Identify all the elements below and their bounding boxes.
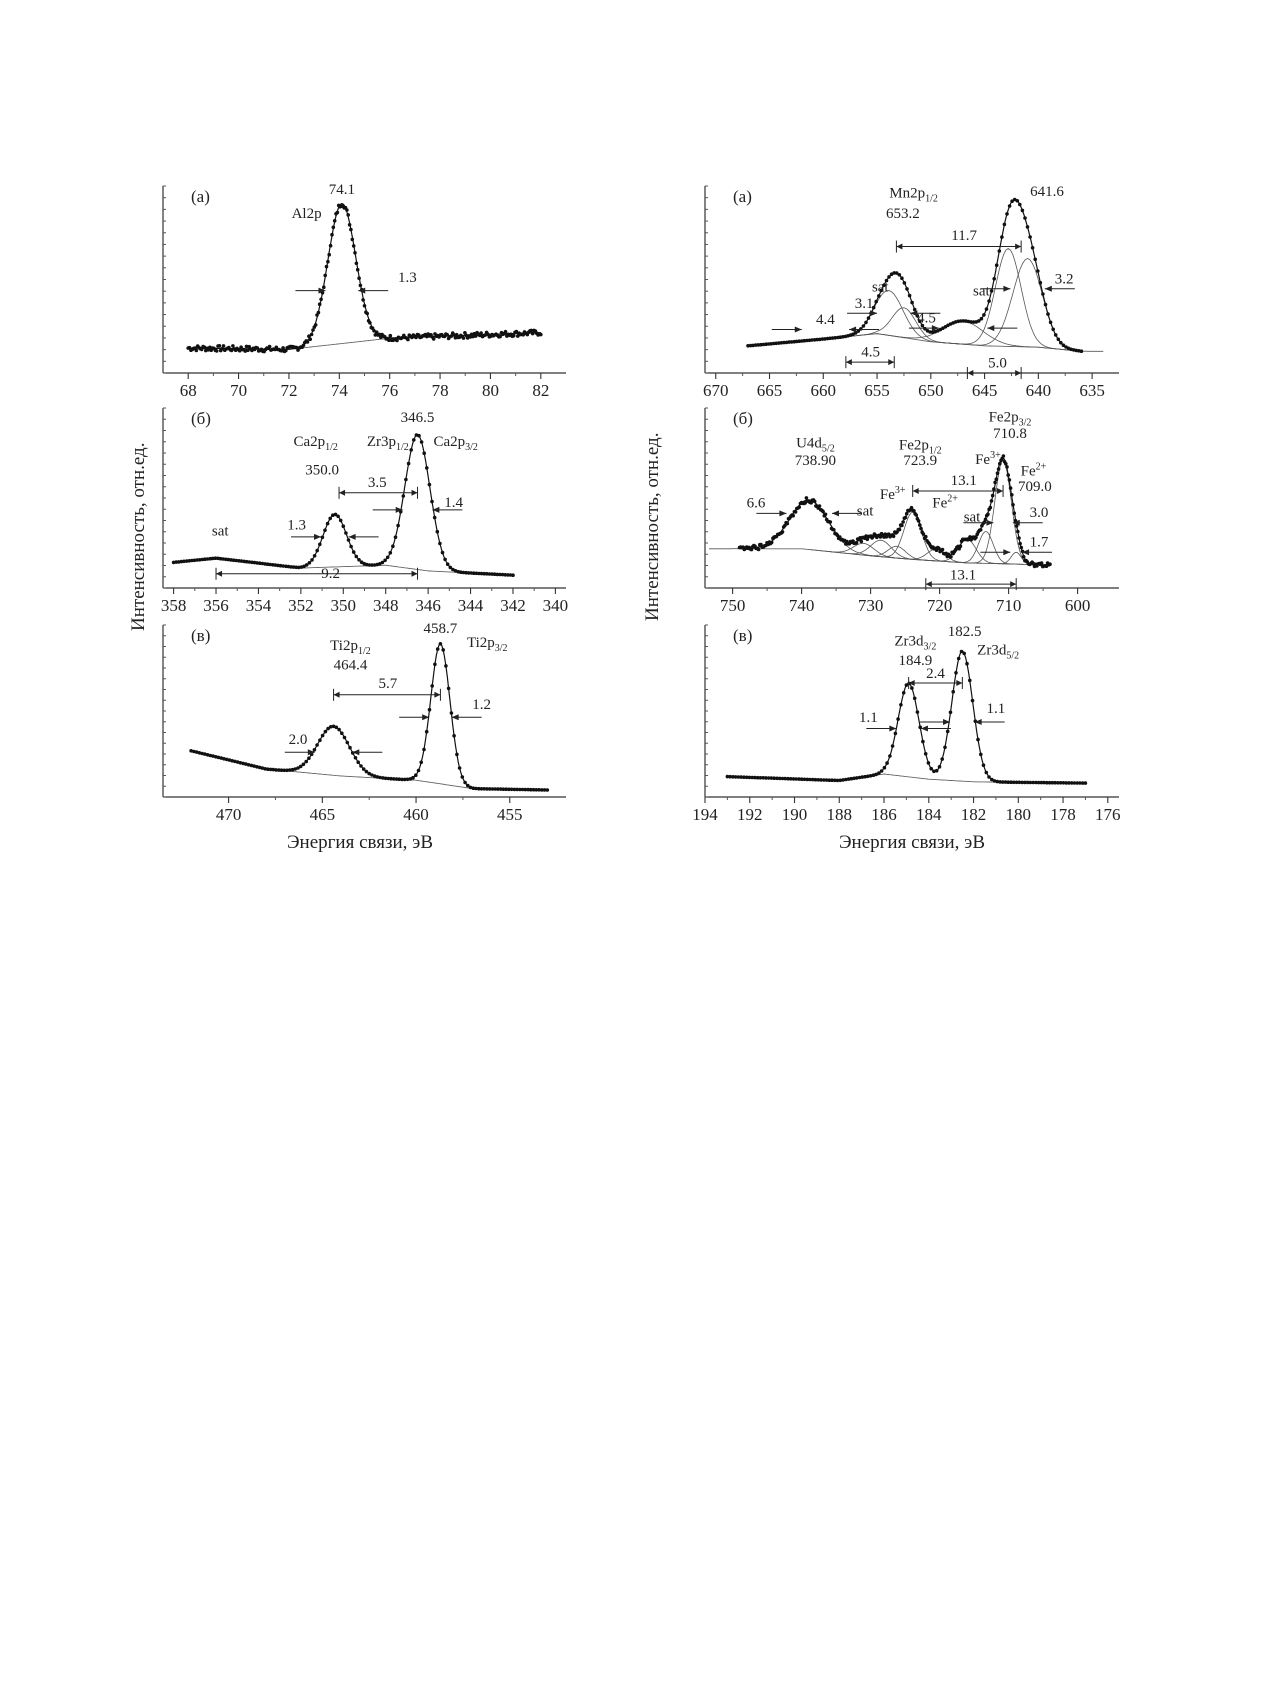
annotation-left-c: 2.0 — [288, 731, 308, 748]
annotation-right-b: $Fe^{3+}$ — [975, 449, 1001, 468]
annotation-right-b: 3.0 — [1029, 504, 1049, 521]
annotation-left-a: Al2p — [291, 205, 322, 222]
dimension-arrowhead-right-b — [997, 488, 1003, 494]
panel-label-right-a: (а) — [733, 187, 752, 206]
annotation-left-c: 458.7 — [423, 621, 458, 638]
x-tick-label-left-b: 358 — [160, 596, 187, 615]
x-tick-label-right-a: 660 — [810, 381, 837, 400]
annotation-right-b: $U4d_{5/2}$ — [796, 435, 835, 455]
data-point-left-a — [395, 339, 399, 343]
data-point-left-a — [462, 336, 466, 340]
component-peak-right-a — [857, 321, 1070, 350]
data-point-left-a — [539, 333, 543, 337]
annotation-right-b: sat — [856, 503, 874, 520]
dimension-arrowhead-left-b — [216, 571, 222, 577]
x-tick-label-left-a: 80 — [481, 381, 499, 400]
x-tick-label-right-b: 740 — [788, 596, 815, 615]
dimension-arrowhead-left-b — [339, 490, 345, 496]
data-point-left-a — [268, 345, 272, 349]
fwhm-arrowhead-right-a — [1003, 286, 1010, 292]
annotation-right-c: 182.5 — [947, 624, 982, 641]
x-tick-label-right-c: 192 — [737, 805, 763, 824]
x-tick-label-left-a: 68 — [179, 381, 197, 400]
background-line-left-c — [191, 751, 547, 790]
x-tick-label-right-a: 670 — [703, 381, 729, 400]
annotation-right-a: 3.1 — [854, 295, 874, 312]
dimension-arrowhead-right-c — [956, 680, 962, 686]
annotation-right-c: 1.1 — [858, 710, 878, 726]
annotation-left-c: 1.2 — [472, 696, 492, 713]
x-tick-label-right-b: 600 — [1064, 596, 1091, 615]
data-point-left-a — [222, 344, 226, 348]
x-tick-label-left-b: 340 — [542, 596, 569, 615]
dimension-arrowhead-left-b — [412, 490, 418, 496]
annotation-right-a: 5.0 — [988, 355, 1007, 372]
x-tick-label-right-b: 710 — [995, 596, 1022, 615]
fwhm-arrowhead-left-b — [314, 534, 321, 540]
annotation-right-a: $Mn2p_{1/2}$ — [889, 185, 938, 205]
panel-label-left-a: (а) — [191, 187, 210, 206]
annotation-left-b: 3.5 — [367, 475, 387, 492]
x-tick-label-left-b: 342 — [500, 596, 526, 615]
x-tick-label-left-b: 350 — [330, 596, 357, 615]
data-point-left-a — [432, 337, 436, 341]
x-tick-label-left-b: 354 — [245, 596, 272, 615]
data-point-left-a — [195, 349, 199, 353]
x-tick-label-left-c: 470 — [215, 805, 242, 824]
dimension-arrowhead-left-c — [434, 692, 440, 698]
data-point-left-a — [406, 338, 410, 342]
annotation-left-b: 1.4 — [444, 495, 463, 511]
x-tick-label-right-c: 178 — [1050, 805, 1076, 824]
dimension-arrowhead-right-b — [1010, 581, 1016, 587]
x-tick-label-right-c: 188 — [826, 805, 853, 824]
data-point-left-a — [512, 334, 516, 338]
dimension-arrowhead-right-a — [967, 370, 973, 376]
x-tick-label-right-b: 730 — [857, 596, 884, 615]
component-peak-right-b — [709, 500, 909, 559]
x-tick-label-left-b: 348 — [372, 596, 399, 615]
annotation-right-b: $Fe^{2+}$ — [932, 493, 958, 512]
x-tick-label-right-b: 720 — [926, 596, 953, 615]
x-tick-label-right-a: 640 — [1025, 381, 1052, 400]
annotation-right-a: sat — [973, 283, 990, 300]
annotation-right-b: 709.0 — [1017, 478, 1052, 495]
annotation-right-b: 723.9 — [903, 452, 938, 469]
annotation-left-c: $Ti2p_{1/2}$ — [330, 638, 371, 657]
panel-label-left-b: (б) — [191, 409, 211, 428]
annotation-right-a: 4.5 — [917, 310, 936, 327]
annotation-right-b: 13.1 — [949, 567, 977, 584]
x-tick-label-left-a: 76 — [381, 381, 399, 400]
annotation-left-b: sat — [211, 523, 229, 540]
x-tick-label-left-a: 72 — [280, 381, 298, 400]
fwhm-arrowhead-right-a — [849, 327, 856, 333]
annotation-right-c: 184.9 — [898, 652, 933, 669]
fwhm-arrowhead-right-b — [779, 510, 786, 516]
envelope-line-right-c — [727, 651, 1085, 783]
fwhm-arrowhead-right-a — [987, 325, 994, 331]
annotation-left-b: $Ca2p_{3/2}$ — [433, 433, 478, 453]
component-peak-right-b — [922, 539, 1013, 564]
fwhm-arrowhead-right-c — [889, 726, 896, 732]
annotation-right-a: 3.2 — [1054, 271, 1074, 288]
annotation-right-b: 738.90 — [794, 452, 837, 469]
annotation-left-b: $Ca2p_{1/2}$ — [293, 433, 338, 453]
x-axis-label-left: Энергия связи, эВ — [287, 832, 433, 853]
x-tick-label-right-a: 650 — [918, 381, 944, 400]
annotation-right-b: 13.1 — [950, 473, 977, 490]
y-axis-label-right: Интенсивность, отн.ед. — [642, 432, 663, 621]
data-point-right-b — [1046, 561, 1050, 565]
data-point-left-a — [215, 349, 219, 353]
x-tick-label-right-c: 176 — [1095, 805, 1121, 824]
annotation-right-a: 4.4 — [816, 312, 835, 329]
annotation-right-b: 6.6 — [746, 495, 766, 512]
x-tick-label-left-c: 465 — [309, 805, 336, 824]
data-point-right-b — [805, 496, 809, 500]
annotation-right-a: 11.7 — [951, 227, 978, 244]
x-tick-label-right-c: 194 — [692, 805, 718, 824]
fwhm-arrowhead-right-b — [832, 510, 839, 516]
annotation-right-b: sat — [963, 509, 981, 526]
annotation-right-c: 1.1 — [986, 700, 1006, 717]
annotation-right-b: $Fe2p_{1/2}$ — [898, 437, 942, 457]
dimension-arrowhead-right-a — [846, 359, 852, 365]
dimension-arrowhead-right-a — [896, 244, 902, 250]
annotation-right-c: $Zr3d_{5/2}$ — [977, 642, 1020, 662]
x-tick-label-left-a: 70 — [230, 381, 248, 400]
component-peak-right-a — [952, 259, 1103, 352]
annotation-left-b: 350.0 — [305, 462, 339, 479]
panel-label-left-c: (в) — [191, 626, 211, 645]
x-tick-label-right-a: 665 — [756, 381, 783, 400]
fwhm-arrowhead-right-b — [1003, 549, 1010, 555]
fwhm-arrowhead-right-a — [1045, 286, 1052, 292]
annotation-left-b: 9.2 — [321, 566, 340, 582]
dimension-arrowhead-left-c — [334, 692, 340, 698]
x-tick-label-right-c: 186 — [871, 805, 897, 824]
annotation-right-b: 1.7 — [1029, 534, 1049, 551]
fwhm-arrowhead-right-a — [795, 327, 802, 333]
annotation-left-c: 464.4 — [333, 657, 368, 674]
annotation-left-a: 1.3 — [397, 270, 417, 287]
dimension-arrowhead-right-b — [926, 581, 932, 587]
x-tick-label-left-a: 74 — [330, 381, 348, 400]
annotation-right-c: $Zr3d_{3/2}$ — [894, 633, 937, 653]
dimension-arrowhead-right-a — [1015, 244, 1021, 250]
annotation-left-a: 74.1 — [328, 182, 355, 198]
x-tick-label-right-a: 655 — [864, 381, 890, 400]
annotation-right-b: $Fe^{3+}$ — [879, 485, 906, 504]
annotation-left-c: 5.7 — [378, 675, 398, 692]
x-tick-label-right-c: 182 — [960, 805, 987, 824]
annotation-left-b: 346.5 — [400, 409, 435, 426]
x-tick-label-right-c: 184 — [916, 805, 942, 824]
annotation-right-b: $Fe2p_{3/2}$ — [988, 409, 1032, 429]
annotation-right-a: sat — [871, 279, 889, 296]
x-tick-label-left-b: 346 — [415, 596, 441, 615]
x-tick-label-right-a: 645 — [971, 381, 998, 400]
data-point-left-a — [389, 334, 393, 338]
x-axis-label-right: Энергия связи, эВ — [839, 832, 985, 853]
panel-label-right-c: (в) — [733, 626, 753, 645]
dimension-arrowhead-left-b — [412, 571, 418, 577]
x-tick-label-right-a: 635 — [1079, 381, 1105, 400]
annotation-right-c: 2.4 — [926, 665, 945, 682]
annotation-right-b: 710.8 — [993, 425, 1027, 442]
x-tick-label-right-b: 750 — [719, 596, 746, 615]
annotation-left-b: $Zr3p_{1/2}$ — [366, 433, 409, 453]
x-tick-label-right-c: 190 — [781, 805, 808, 824]
data-point-left-a — [504, 330, 508, 334]
panel-label-right-b: (б) — [733, 409, 753, 428]
fwhm-arrowhead-right-c — [921, 726, 928, 732]
x-tick-label-right-c: 180 — [1005, 805, 1032, 824]
annotation-right-a: 4.5 — [861, 344, 880, 361]
annotation-right-b: $Fe^{2+}$ — [1020, 461, 1047, 480]
x-tick-label-left-b: 356 — [203, 596, 229, 615]
x-tick-label-left-a: 82 — [532, 381, 550, 400]
x-tick-label-left-c: 460 — [403, 805, 429, 824]
dimension-arrowhead-right-a — [1015, 370, 1021, 376]
envelope-line-left-c — [191, 644, 547, 790]
annotation-left-b: 1.3 — [287, 517, 307, 534]
annotation-left-c: $Ti2p_{3/2}$ — [466, 635, 508, 655]
data-point-left-a — [218, 344, 222, 348]
x-tick-label-left-c: 455 — [497, 805, 523, 824]
envelope-line-left-a — [188, 204, 541, 350]
dimension-arrowhead-right-b — [913, 488, 919, 494]
fwhm-arrowhead-left-c — [452, 714, 459, 720]
annotation-right-a: 653.2 — [885, 206, 920, 222]
x-tick-label-left-a: 78 — [431, 381, 449, 400]
y-axis-label-left: Интенсивность, отн.ед. — [128, 442, 149, 631]
dimension-arrowhead-right-a — [888, 359, 894, 365]
annotation-right-a: 641.6 — [1030, 184, 1064, 201]
x-tick-label-left-b: 352 — [288, 596, 314, 615]
x-tick-label-left-b: 344 — [457, 596, 484, 615]
